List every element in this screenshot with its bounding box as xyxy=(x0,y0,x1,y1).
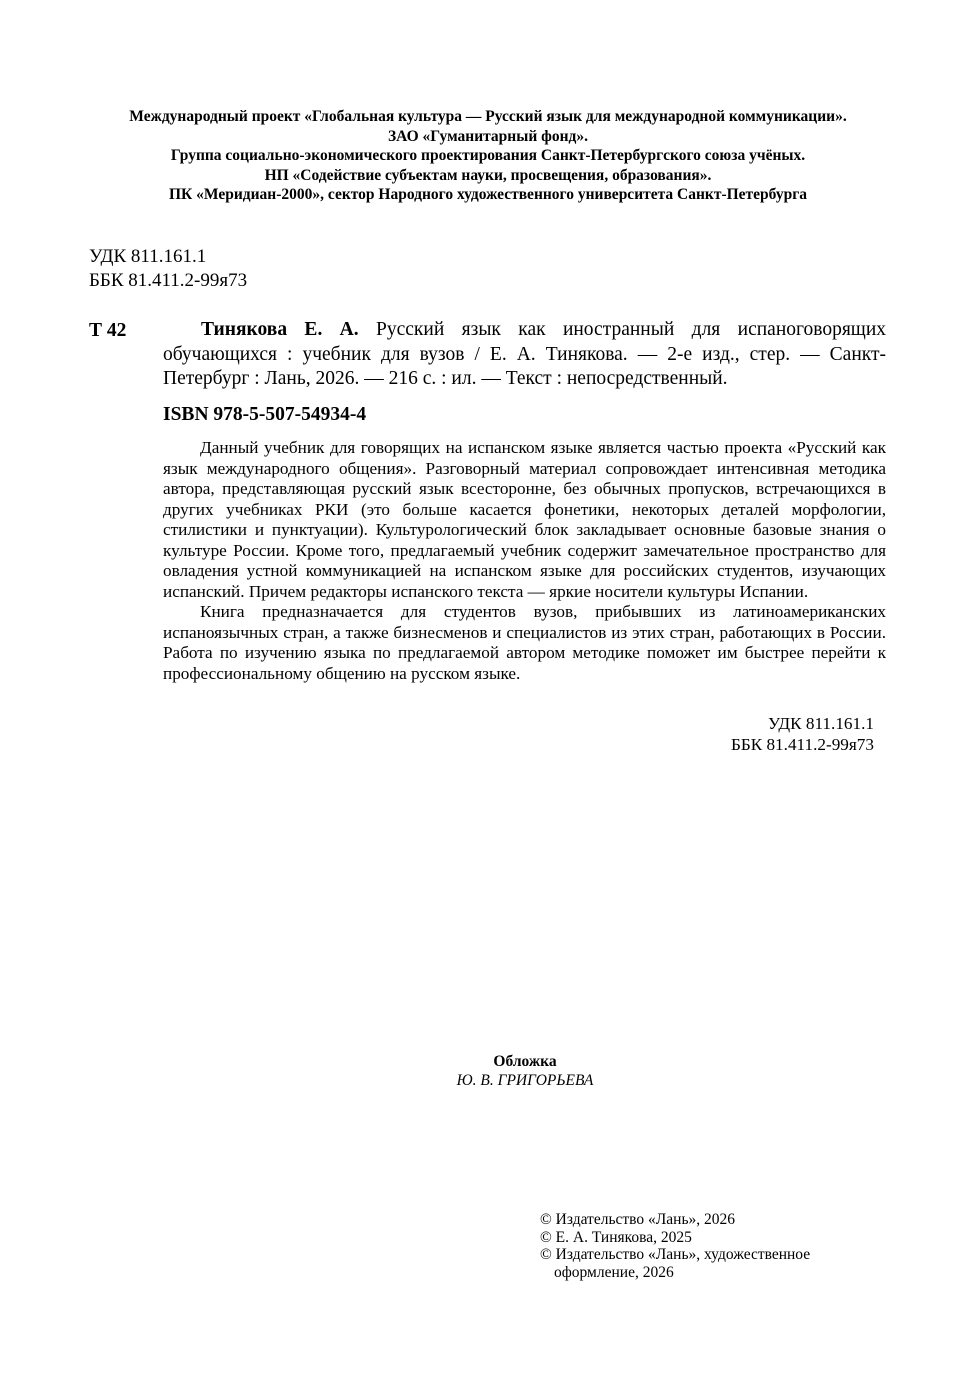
cover-label: Обложка xyxy=(493,1053,557,1070)
header-line-meridian: ПК «Меридиан-2000», сектор Народного художественного университета Санкт-Петербурга xyxy=(169,186,807,203)
cover-designer-name: Ю. В. ГРИГОРЬЕВА xyxy=(456,1072,594,1089)
isbn: ISBN 978-5-507-54934-4 xyxy=(163,404,367,425)
classification-codes-bottom xyxy=(731,713,874,755)
header-line-fund: ЗАО «Гуманитарный фонд». xyxy=(387,127,589,145)
annotation xyxy=(163,438,886,684)
annotation-paragraph: Книга предназначается для студентов вузов, прибывших из латиноамериканских испаноязычных стран, а также бизнесменов и специалистов из этих стран, работающих в России. Работа по изучению языка по предлагаемой автором методике поможет им быстрее перейти к профессиональному общению на русском языке. xyxy=(163,602,886,683)
annotation-paragraph: Данный учебник для говорящих на испанском языке является частью проекта «Русский как язык международного общения». Разговорный материал сопровождает интенсивная методика автора, представляющая русский язык всесторонне, без обычных пропусков, встречающихся в других учебниках РКИ (это больше касается фонетики, некоторых деталей морфологии, стилистики и пунктуации). Культурологический блок закладывает основные базовые знания о культуре России. Кроме того, предлагаемый учебник содержит замечательное пространство для овладения устной коммуникацией на испанском языке для российских студентов, изучающих испанский. Причем редакторы испанского текста — яркие носители культуры Испании. xyxy=(163,438,886,601)
entry-description: Русский язык как иностранный для испаноговорящих обучающихся : учебник для вузов / Е. А. Тинякова. — 2-е изд., стер. — Санкт-Петербург : Лань, 2026. — 216 с. : ил. — Текст : непосредственный. xyxy=(163,319,887,389)
bibliographic-entry xyxy=(163,318,886,392)
header-line-project: Международный проект «Глобальная культура — Русский язык для международной коммуникации». xyxy=(129,108,847,125)
author-mark: Т 42 xyxy=(89,320,127,341)
header-line-group: Группа социально-экономического проектирования Санкт-Петербургского союза учёных. xyxy=(170,147,806,164)
bbk-code: ББК 81.411.2-99я73 xyxy=(89,270,248,291)
copyright-line: оформление, 2026 xyxy=(554,1263,674,1281)
entry-author: Тинякова Е. А. xyxy=(201,319,359,340)
copyright-line: © Издательство «Лань», 2026 xyxy=(540,1211,736,1228)
copyright-line: © Е. А. Тинякова, 2025 xyxy=(540,1228,692,1246)
bbk-code: ББК 81.411.2-99я73 xyxy=(730,735,874,754)
copyright-line: © Издательство «Лань», художественное xyxy=(540,1246,811,1263)
udk-code: УДК 811.161.1 xyxy=(767,714,874,733)
classification-codes-top xyxy=(89,245,247,293)
udk-code: УДК 811.161.1 xyxy=(89,246,207,267)
header-line-np: НП «Содействие субъектам науки, просвещения, образования». xyxy=(264,166,712,184)
project-header xyxy=(80,107,896,205)
cover-credit xyxy=(425,1052,625,1090)
copyright-block xyxy=(540,1211,810,1281)
